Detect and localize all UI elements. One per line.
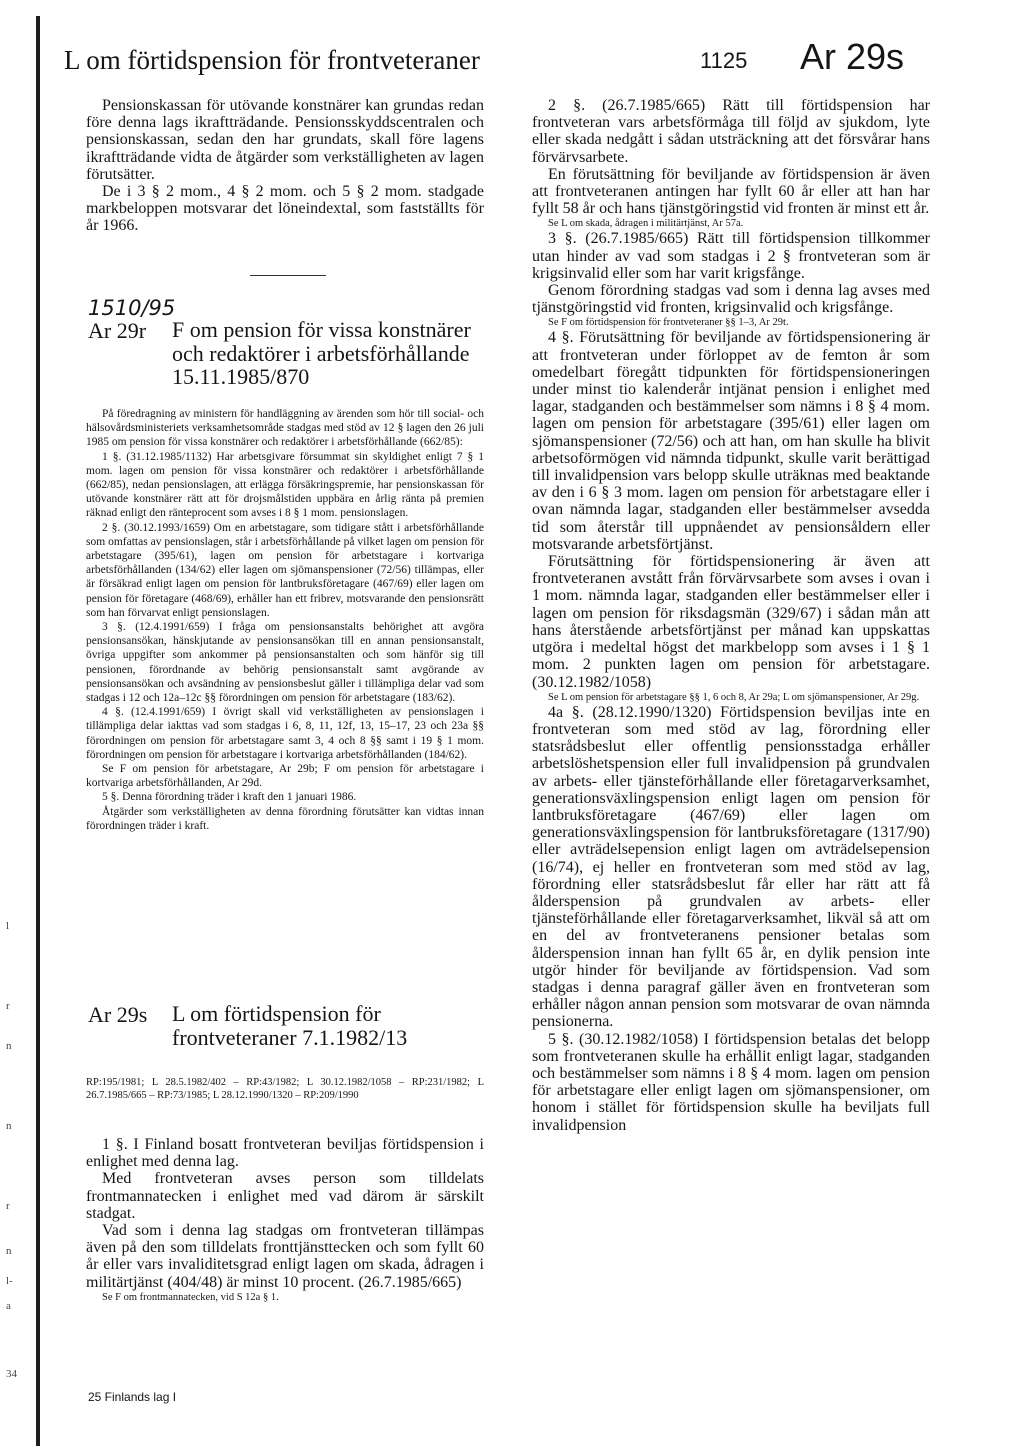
margin-mark: l-: [6, 1275, 13, 1287]
running-header-title: L om förtidspension för frontveteraner: [64, 45, 480, 75]
section-title: L om förtidspension för frontveteraner 7.1.1982/13: [172, 1001, 408, 1050]
paragraph: Med frontveteran avses person som tilldelats frontmannatecken i enlighet med vad därom är särskilt stadgat.: [86, 1170, 484, 1222]
section-r-body: [86, 407, 484, 833]
paragraph: 5 §. Denna förordning träder i kraft den 1 januari 1986.: [102, 791, 357, 804]
margin-mark: n: [6, 1040, 12, 1052]
page-spine-edge: [36, 16, 40, 1446]
paragraph: 4 §. (12.4.1991/659) I övrigt skall vid verkställigheten av pensionslagen i tillämpliga delar iakttas vad som stadgas i 6, 8, 11, 12f, 13, 15–17, 23 och 23a §§ förordningen om pension för arbetstagare samt 3, 4 och 8 §§ samt i 19 § 1 mom. förordningen om pension för arbetstagare i kortvariga arbetsförhållanden (184/62).: [86, 706, 484, 761]
section-s-body: [86, 1136, 484, 1304]
reference-note: Se L om skada, ådragen i militärtjänst, Ar 57a.: [548, 218, 744, 230]
margin-mark: n: [6, 1120, 12, 1132]
section-divider: [250, 275, 326, 276]
paragraph: 2 §. (30.12.1993/1659) Om en arbetstagare, som tidigare stått i arbetsförhållande som omfattas av pensionslagen, står i arbetsförhållande på vilket lagen om pension för arbetstagare (395/61), lagen om pension för arbetstagare i kortvariga arbetsförhållanden (134/62) eller lagen om sjömanspensioner (72/56) tillämpas, eller är försäkrad enligt lagen om pension för lantbruksföretagare (467/69) eller lagen om pension för företagare (468/69), erhåller han ett fribrev, motsvarande den pensionsrätt som han förvarvat enligt pensionslagen.: [86, 521, 484, 619]
paragraph: En förutsättning för beviljande av förtidspension är även att frontveteranen antingen har fyllt 60 år eller att han har fyllt 58 år och hans tjänstgöringstid vid fronten är minst ett år.: [532, 165, 930, 218]
paragraph: På föredragning av ministern för handläggning av ärenden som hör till social- och hälsovårdsministeriets verksamhetsområde stadgas med stöd av 12 § lagen den 26 juli 1985 om pension för vissa konstnärer och redaktörer i arbetsförhållande (662/85):: [86, 408, 484, 449]
reference-note: Se F om pension för arbetstagare, Ar 29b; F om pension för arbetstagare i kortvariga arbetsförhållanden, Ar 29d.: [86, 763, 484, 790]
left-column-intro: [86, 97, 484, 235]
page-number: 1125: [700, 48, 748, 73]
margin-mark: a: [6, 1300, 11, 1312]
paragraph: Förutsättning för förtidspensionering är även att frontveteranen avstått från förvärvsarbete som avses i ovan i 1 mom. nämnda lagar, stadganden eller bestämmelser eller i lagen om pension för riksdagsmän (329/67) i sådan mån att hans återstående arbetsförtjänst per månad kan uppskattas utgöra i medeltal högst det markbelopp som avses i 1 § 1 mom. 2 punkten lagen om pension för arbetstagare. (30.12.1982/1058): [532, 553, 930, 691]
paragraph: 1 §. (31.12.1985/1132) Har arbetsgivare försummat sin skyldighet enligt 7 § 1 mom. lagen om pension för vissa konstnärer och redaktörer i arbetsförhållande (662/85), nedan pensionslagen, att erlägga försäkringspremie, har pensionskassan för utövande konstnärer rätt att för drojsmålstiden uppbära en årlig ränta på premien räknad enligt den ränteprocent som avses i 8 § 1 mom. pensionslagen.: [86, 450, 484, 520]
page-footer: 25 Finlands lag I: [88, 1390, 177, 1404]
margin-marks: [6, 0, 32, 1448]
margin-mark: r: [6, 1200, 10, 1212]
margin-mark: n: [6, 1245, 12, 1257]
reference-note: Se L om pension för arbetstagare §§ 1, 6 och 8, Ar 29a; L om sjömanspensioner, Ar 29g.: [548, 691, 920, 703]
reference-note: Se F om frontmannatecken, vid S 12a § 1.: [102, 1291, 279, 1303]
paragraph: 2 §. (26.7.1985/665) Rätt till förtidspension har frontveteran vars arbetsförmåga till följd av sjukdom, lyte eller skada nedgått i sådan utsträckning att det försvårar hans förvärvsarbete.: [532, 97, 930, 166]
section-code-header: Ar 29s: [800, 36, 905, 77]
paragraph: De i 3 § 2 mom., 4 § 2 mom. och 5 § 2 mom. stadgade markbeloppen motsvarar det löneindextal, som fastställts för år 1966.: [86, 183, 484, 235]
paragraph: 4 §. Förutsättning för beviljande av förtidspensionering är att frontveteran under förloppet av de femton år som omedelbart föregått tidpunkten för förtidspensioneringen under minst tio kalenderår intjänat pension i enlighet med lagar, stadganden och bestämmelser som nämns i 8 § 4 mom. lagen om pension för arbetstagare (395/61) eller lagen om sjömanspensioner (72/56) och att han, om han skulle ha blivit arbetsoförmögen vid nämnda tidpunkt, skulle varit berättigad till invalidpension vars belopp skulle uträknas med beaktande av den i 6 § 3 mom. lagen om pension för arbetstagare eller i ovan nämnda lagar, stadganden eller bestämmelser avsedda tid som återstår till uppnåendet av pensionsåldern eller motsvarande arbetsförtjänst.: [532, 329, 930, 553]
paragraph: Genom förordning stadgas vad som i denna lag avses med tjänstgöringstid vid fronten, krigsinvalid och krigsfånge.: [532, 282, 930, 317]
margin-mark: r: [6, 1000, 10, 1012]
paragraph: 3 §. (26.7.1985/665) Rätt till förtidspension tillkommer utan hinder av vad som stadgas i 2 § frontveteran som är krigsinvalid eller som har varit krigsfånge.: [532, 230, 930, 282]
legislative-references: RP:195/1981; L 28.5.1982/402 – RP:43/1982; L 30.12.1982/1058 – RP:231/1982; L 26.7.1985/665 – RP:73/1985; L 28.12.1990/1320 – RP:209/1990: [86, 1077, 484, 1101]
paragraph: 4a §. (28.12.1990/1320) Förtidspension beviljas inte en frontveteran som med stöd av lag, förordning eller statsrådsbeslut eller offentlig pensionsstadga erhåller arbetslöshetspension eller full invalidpension på grundvalen av arbets- eller tjänsteförhållande eller företagarverksamhet, generationsväxlingspension enligt lagen om pension för lantbruksföretagare (467/69) eller lagen om generationsväxlingspension för lantbruksföretagare (1317/90) eller avträdelsepension enligt lagen om avträdelsepension (16/74), ej heller en frontveteran som med stöd av lag, förordning eller statsrådsbeslut får eller har rätt att få ålderspension på grundvalen av arbets- eller tjänsteförhållande eller företagarverksamhet, likväl så att om en del av frontveteranens pensioner betalas som ålderspension innan han fyllt 65 år, en dylik pension inte utgör hinder för beviljande av förtidspension. Vad som stadgas i denna paragraf gäller även en frontveteran som erhåller någon annan pension som motsvarar de ovan nämnda pensionerna.: [532, 703, 930, 1031]
paragraph: Vad som i denna lag stadgas om frontveteran tillämpas även på den som tilldelats fronttjänsttecken och som fyllt 60 år eller vars invaliditetsgrad enligt lagen om skada, ådragen i militärtjänst (404/48) är minst 10 procent. (26.7.1985/665): [86, 1222, 484, 1291]
paragraph: 3 §. (12.4.1991/659) I fråga om pensionsanstalts behörighet att avgöra pensionsansökan, hänskjutande av pensionsansökan till en annan pensionsanstalt, övriga uppgifter som ankommer på pensionsanstalten och som hänför sig till pensionen, förordnande av behörig pensionsanstalt samt avgörande av pensionsansökan och avsändning av pensionsbeslut gäller i tillämpliga delar vad som stadgas i 12 och 12a–12c §§ förordningen om pension för arbetstagare (183/62).: [86, 621, 484, 705]
section-title: F om pension för vissa konstnärer och redaktörer i arbetsförhållande 15.11.1985/870: [172, 317, 471, 389]
paragraph: 5 §. (30.12.1982/1058) I förtidspension betalas det belopp som frontveteranen skulle ha erhållit enligt lagar, stadganden och bestämmelser som nämns i 8 § 4 mom. lagen om pension för arbetstagare eller enligt lagen om sjömanspensioner, om honom i stället för förtidspension skulle ha beviljats full invalidpension: [532, 1030, 930, 1134]
paragraph: Pensionskassan för utövande konstnärer kan grundas redan före denna lags ikraftträdande. Pensionsskyddscentralen och pensionskassan, sedan den har grundats, skall före lagens ikraftträdande vidta de åtgärder som verkställigheten av lagen förutsätter.: [86, 97, 484, 183]
right-column: [532, 97, 930, 1134]
section-code: Ar 29r: [88, 318, 147, 343]
paragraph: 1 §. I Finland bosatt frontveteran beviljas förtidspension i enlighet med denna lag.: [86, 1136, 484, 1171]
handwritten-note: 1510/95: [88, 296, 176, 320]
reference-note: Se F om förtidspension för frontveteraner §§ 1–3, Ar 29t.: [548, 317, 789, 329]
margin-mark: 34: [6, 1368, 17, 1380]
margin-mark: l: [6, 920, 10, 932]
section-code: Ar 29s: [88, 1002, 148, 1027]
paragraph: Åtgärder som verkställigheten av denna förordning förutsätter kan vidtas innan förordningen träder i kraft.: [86, 805, 484, 832]
